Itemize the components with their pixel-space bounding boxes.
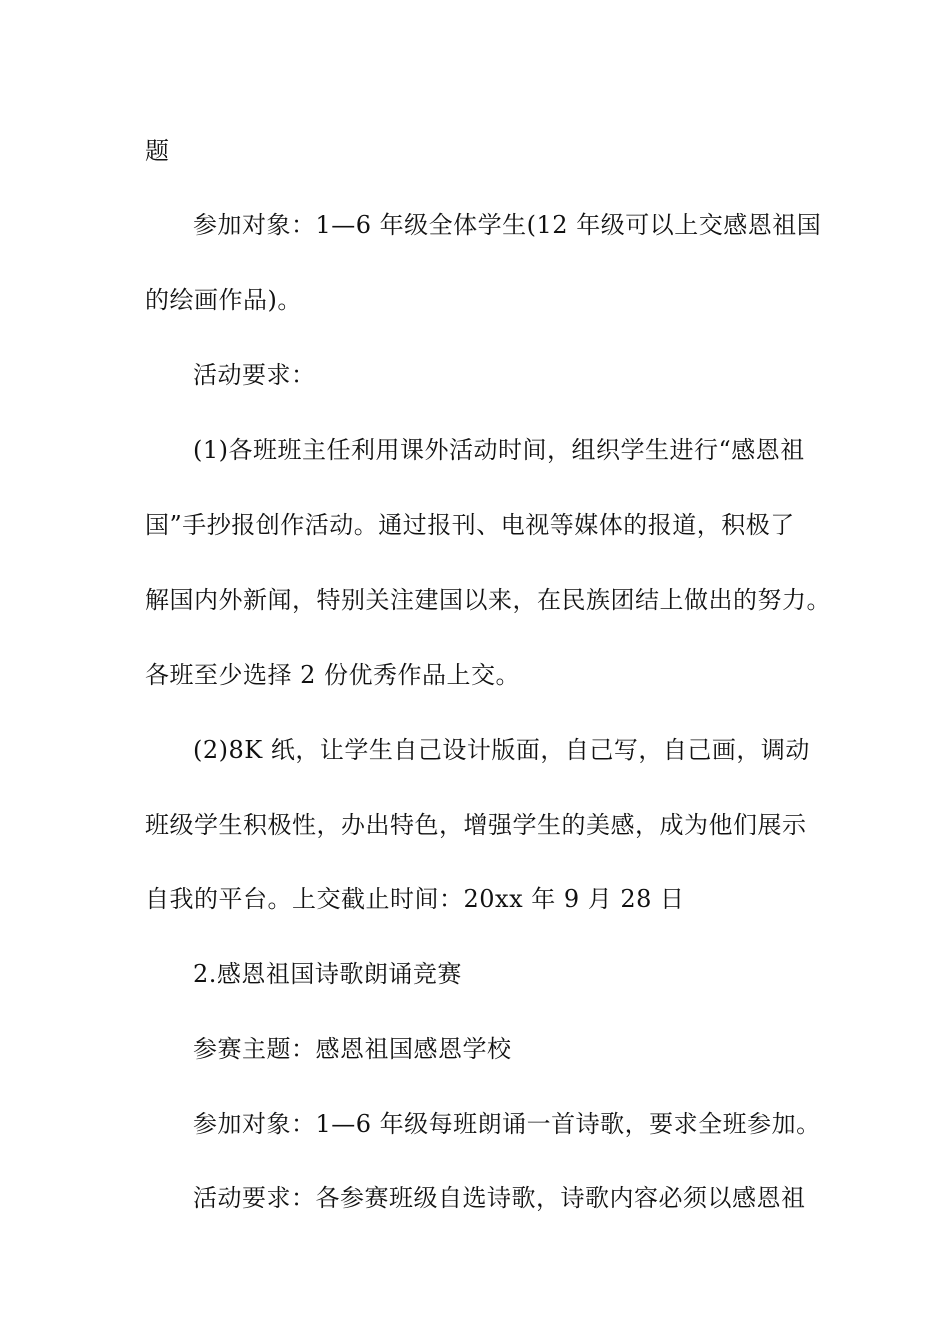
- text-line: (1)各班班主任利用课外活动时间，组织学生进行“感恩祖: [193, 436, 805, 464]
- text-line: 班级学生积极性，办出特色，增强学生的美感，成为他们展示: [145, 811, 807, 839]
- text-line: (2)8K 纸，让学生自己设计版面，自己写，自己画，调动: [193, 736, 810, 764]
- text-line: 活动要求：: [193, 361, 316, 389]
- text-line: 的绘画作品)。: [145, 286, 302, 314]
- text-line: 参加对象：1—6 年级全体学生(12 年级可以上交感恩祖国: [193, 211, 822, 239]
- text-line: 自我的平台。上交截止时间：20xx 年 9 月 28 日: [145, 885, 685, 913]
- text-line: 参加对象：1—6 年级每班朗诵一首诗歌，要求全班参加。: [193, 1110, 821, 1138]
- text-line: 各班至少选择 2 份优秀作品上交。: [145, 661, 521, 689]
- text-line: 解国内外新闻，特别关注建国以来，在民族团结上做出的努力。: [145, 586, 831, 614]
- section-heading: 2.感恩祖国诗歌朗诵竞赛: [193, 960, 462, 988]
- text-line: 国”手抄报创作活动。通过报刊、电视等媒体的报道，积极了: [145, 511, 795, 539]
- text-line: 活动要求：各参赛班级自选诗歌，诗歌内容必须以感恩祖: [193, 1184, 806, 1212]
- text-line: 题: [145, 137, 170, 165]
- text-line: 参赛主题：感恩祖国感恩学校: [193, 1035, 512, 1063]
